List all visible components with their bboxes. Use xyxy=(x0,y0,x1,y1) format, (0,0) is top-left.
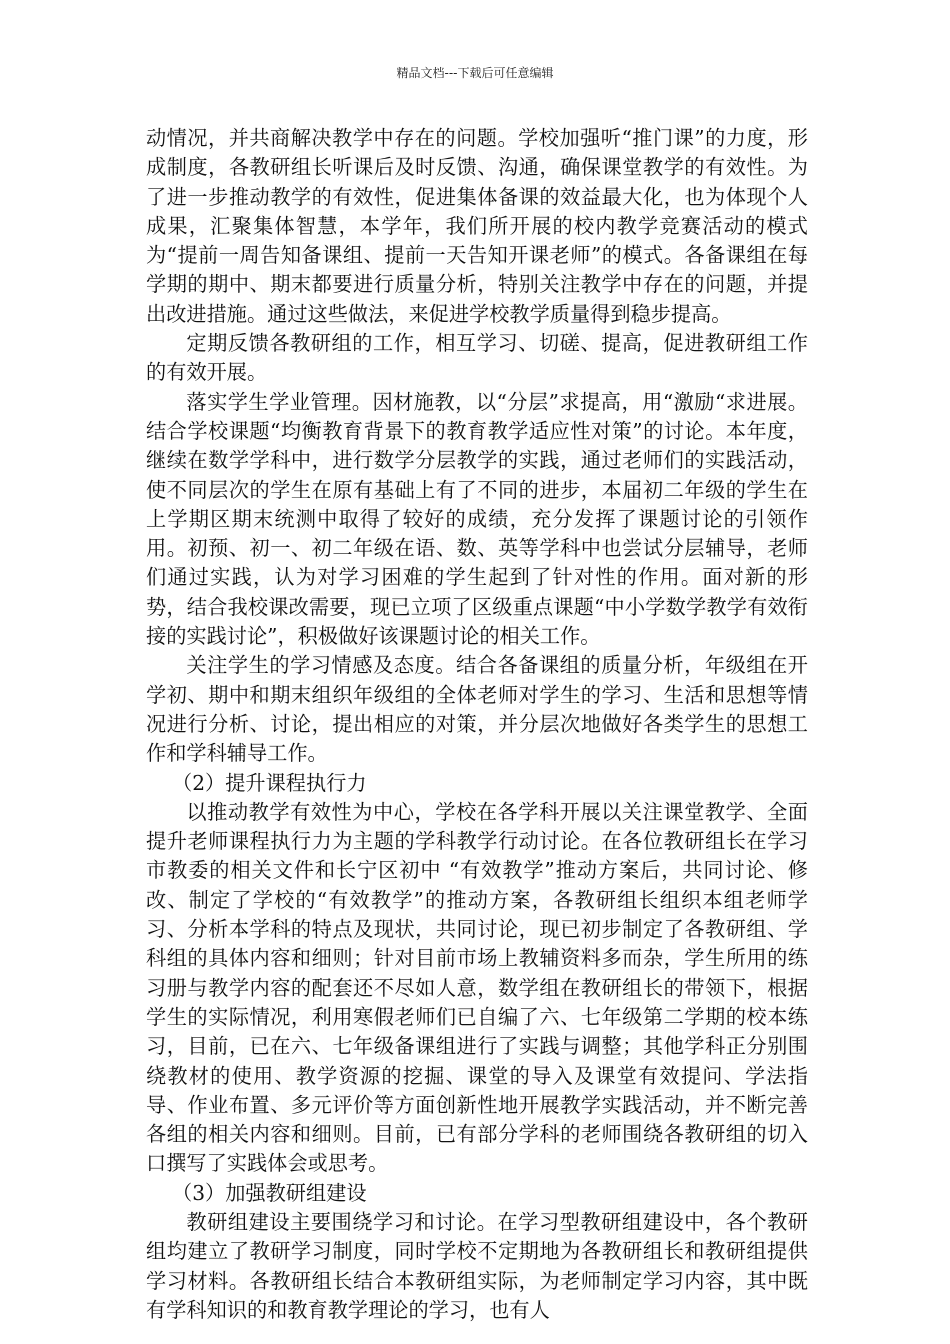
paragraph-continuation: 动情况，并共商解决教学中存在的问题。学校加强听“推门课”的力度，形成制度，各教研组长听课后及时反馈、沟通，确保课堂教学的有效性。为了进一步推动教学的有效性，促进集体备课的效益最大化，也为体现个人成果，汇聚集体智慧，本学年，我们所开展的校内教学竞赛活动的模式为“提前一周告知备课组、提前一天告知开课老师”的模式。各备课组在每学期的期中、期末都要进行质量分析，特别关注教学中存在的问题，并提出改进措施。通过这些做法，来促进学校教学质量得到稳步提高。 xyxy=(146,126,808,326)
paragraph-curriculum-execution: 以推动教学有效性为中心，学校在各学科开展以关注课堂教学、全面提升老师课程执行力为主题的学科教学行动讨论。在各位教研组长在学习市教委的相关文件和长宁区初中 “有效教学”推动方案后，共同讨论、修改、制定了学校的“有效教学”的推动方案，各教研组长组织本组老师学习、分析本学科的特点及现状，共同讨论，现已初步制定了各教研组、学科组的具体内容和细则；针对目前市场上教辅资料多而杂，学生所用的练习册与教学内容的配套还不尽如人意，数学组在教研组长的带领下，根据学生的实际情况，利用寒假老师们已自编了六、七年级第二学期的校本练习，目前，已在六、七年级备课组进行了实践与调整；其他学科正分别围绕教材的使用、教学资源的挖掘、课堂的导入及课堂有效提问、学法指导、作业布置、多元评价等方面创新性地开展教学实践活动，并不断完善各组的相关内容和细则。目前，已有部分学科的老师围绕各教研组的切入口撰写了实践体会或思考。 xyxy=(146,799,808,1176)
document-body xyxy=(146,124,808,1325)
paragraph-learning-attitude: 关注学生的学习情感及态度。结合各备课组的质量分析，年级组在开学初、期中和期末组织年级组的全体老师对学生的学习、生活和思想等情况进行分析、讨论，提出相应的对策，并分层次地做好各类学生的思想工作和学科辅导工作。 xyxy=(146,653,808,766)
paragraph-research-group: 教研组建设主要围绕学习和讨论。在学习型教研组建设中，各个教研组均建立了教研学习制度，同时学校不定期地为各教研组长和教研组提供学习材料。各教研组长结合本教研组实际，为老师制定学习内容，其中既有学科知识的和教育教学理论的学习，也有人 xyxy=(146,1209,808,1322)
section-heading-curriculum: （2）提升课程执行力 xyxy=(172,770,367,795)
paragraph-academic-management: 落实学生学业管理。因材施教，以“分层”求提高，用“激励“求进展。结合学校课题“均衡教育背景下的教育教学适应性对策”的讨论。本年度，继续在数学学科中，进行数学分层教学的实践，通过老师们的实践活动，使不同层次的学生在原有基础上有了不同的进步，本届初二年级的学生在上学期区期末统测中取得了较好的成绩，充分发挥了课题讨论的引领作用。初预、初一、初二年级在语、数、英等学科中也尝试分层辅导，老师们通过实践，认为对学习困难的学生起到了针对性的作用。面对新的形势，结合我校课改需要，现已立项了区级重点课题“中小学数学教学有效衔接的实践讨论”，积极做好该课题讨论的相关工作。 xyxy=(146,389,808,649)
section-heading-research-group: （3）加强教研组建设 xyxy=(172,1180,367,1205)
page-header: 精品文档---下载后可任意编辑 xyxy=(396,66,554,80)
paragraph-feedback: 定期反馈各教研组的工作，相互学习、切磋、提高，促进教研组工作的有效开展。 xyxy=(146,331,808,385)
